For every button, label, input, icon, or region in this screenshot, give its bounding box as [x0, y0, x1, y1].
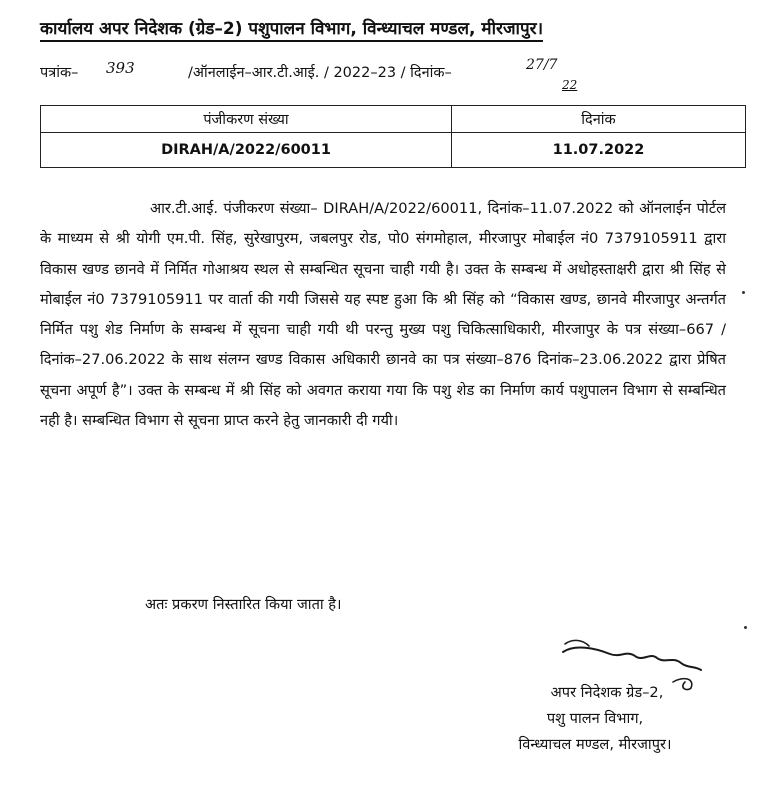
registration-date-cell: 11.07.2022 [452, 133, 746, 168]
reference-label: पत्रांक– [40, 65, 79, 81]
reference-date-handwritten: 27/7 [526, 57, 558, 73]
signatory-location: विन्ध्याचल मण्डल, मीरजापुर। [518, 736, 672, 753]
scan-speck [742, 291, 745, 294]
office-title: कार्यालय अपर निदेशक (ग्रेड–2) पशुपालन विभाग, विन्ध्याचल मण्डल, मीरजापुर। [40, 16, 543, 42]
reference-number-handwritten: 393 [106, 59, 135, 77]
table-header-row [41, 106, 746, 133]
reference-date-year-handwritten: 22 [562, 78, 578, 92]
scan-speck [744, 626, 747, 629]
signature-block [470, 680, 720, 758]
closing-line: अतः प्रकरण निस्तारित किया जाता है। [145, 596, 342, 613]
signatory-designation: अपर निदेशक ग्रेड–2, [550, 684, 664, 701]
body-paragraph: आर.टी.आई. पंजीकरण संख्या– DIRAH/A/2022/60011, दिनांक–11.07.2022 को ऑनलाईन पोर्टल के माध्यम से श्री योगी एम.पी. सिंह, सुरेखापुरम, जबलपुर रोड, पो0 संगमोहाल, मीरजापुर मोबाईल नं0 7379105911 द्वारा विकास खण्ड छानवे में निर्मित गोआश्रय स्थल से सम्बन्धित सूचना चाही गयी है। उक्त के सम्बन्ध में अधोहस्ताक्षरी द्वारा श्री सिंह से मोबाईल नं0 7379105911 पर वार्ता की गयी जिससे यह स्पष्ट हुआ कि श्री सिंह को “विकास खण्ड, छानवे मीरजापुर अन्तर्गत निर्मित पशु शेड निर्माण के सम्बन्ध में सूचना चाही गयी थी परन्तु मुख्य पशु चिकित्साधिकारी, मीरजापुर के पत्र संख्या–667 / दिनांक–27.06.2022 के साथ संलग्न खण्ड विकास अधिकारी छानवे का पत्र संख्या–876 दिनांक–23.06.2022 द्वारा प्रेषित सूचना अपूर्ण है”। उक्त के सम्बन्ध में श्री सिंह को अवगत कराया गया कि पशु शेड का निर्माण कार्य पशुपालन विभाग से सम्बन्धित नही है। सम्बन्धित विभाग से सूचना प्राप्त करने हेतु जानकारी दी गयी। [40, 200, 726, 430]
registration-number-cell: DIRAH/A/2022/60011 [41, 133, 452, 168]
registration-table [40, 105, 746, 168]
table-header-registration: पंजीकरण संख्या [41, 106, 452, 133]
signatory-department: पशु पालन विभाग, [546, 710, 644, 727]
table-row [41, 133, 746, 168]
reference-path: /ऑनलाईन–आर.टी.आई. / 2022–23 / दिनांक– [188, 65, 452, 81]
table-header-date: दिनांक [452, 106, 746, 133]
